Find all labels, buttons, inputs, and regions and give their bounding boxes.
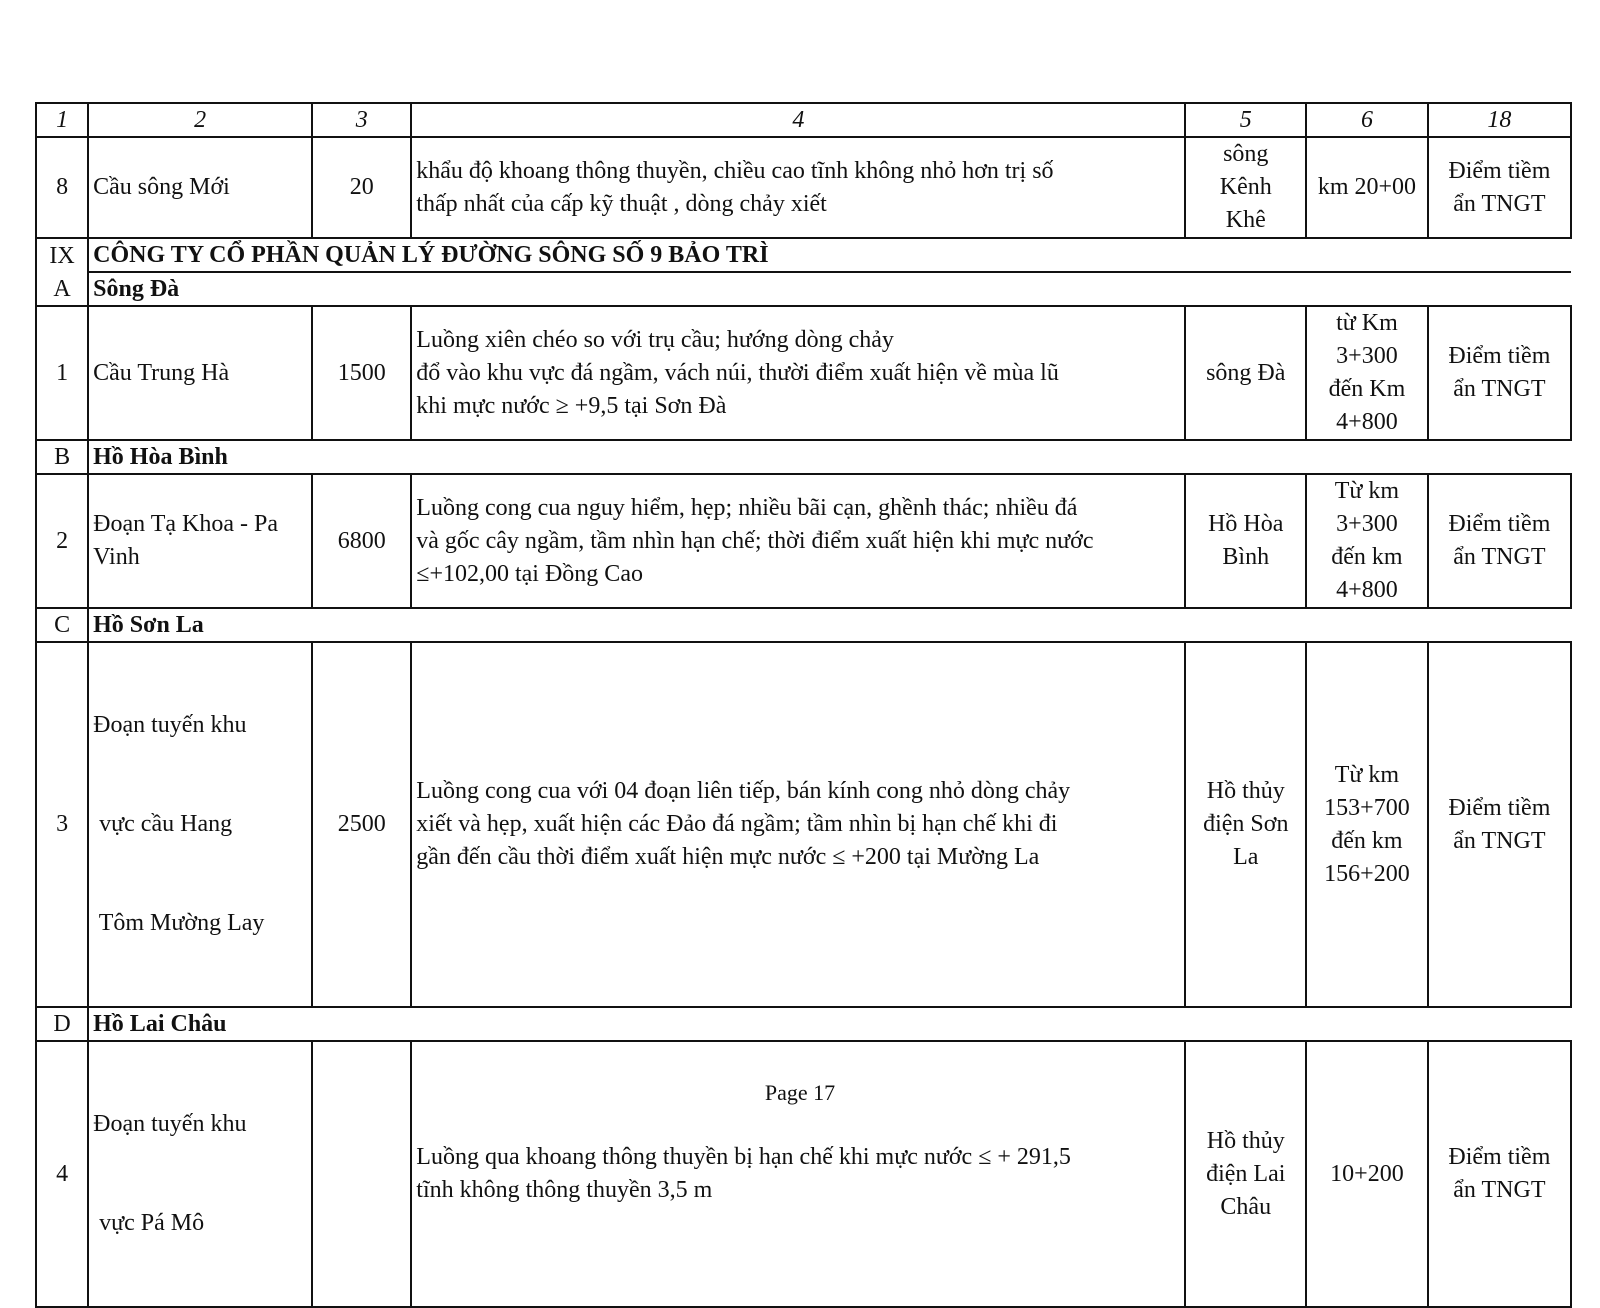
section-row [36,1007,1571,1041]
hazard-type-line: ẩn TNGT [1453,190,1546,217]
hazard-type-line: Điểm tiềm [1448,343,1551,369]
location-line: Vinh [93,544,140,570]
km-line: đến Km [1328,376,1406,402]
col-header: 6 [1306,103,1428,137]
section-title: Hồ Lai Châu [93,1011,227,1037]
km-line: đến km [1331,827,1403,854]
description [411,642,1185,1007]
col-header: 3 [312,103,411,137]
km-position [1306,306,1428,440]
hazard-type-line: ẩn TNGT [1453,827,1546,854]
km-line: 156+200 [1324,860,1410,887]
section-row [36,238,1571,272]
hazard-type-line: ẩn TNGT [1453,544,1546,570]
hazard-table [35,102,1572,1308]
table-row [36,137,1571,238]
section-number: IX [36,238,88,272]
hazard-type-line: Điểm tiềm [1448,1144,1551,1170]
hazard-type [1428,137,1571,238]
hazard-type [1428,642,1571,1007]
river-line: Hồ thủy [1206,1127,1285,1154]
river-name [1185,642,1306,1007]
river-line: sông [1223,141,1269,167]
river-name [1185,137,1306,238]
description-line: và gốc cây ngầm, tầm nhìn hạn chế; thời điểm xuất hiện khi mực nước [416,527,1094,554]
length-value: 1500 [312,306,411,440]
description-line: Luồng xiên chéo so với trụ cầu; hướng dòng chảy [416,326,894,353]
row-number: 3 [36,642,88,1007]
section-row [36,608,1571,642]
section-row [36,272,1571,306]
river-name: sông Đà [1185,306,1306,440]
km-line: đến km [1331,544,1403,570]
section-number: C [36,608,88,642]
km-line: 3+300 [1336,343,1398,369]
description [411,137,1185,238]
description-line: tĩnh không thông thuyền 3,5 m [416,1177,713,1203]
km-position: km 20+00 [1306,137,1428,238]
river-line: Hồ thủy [1206,778,1285,804]
table-row [36,306,1571,440]
km-line: Từ km [1334,478,1400,504]
hazard-type-line: ẩn TNGT [1453,1177,1546,1203]
description-line: Luồng cong cua nguy hiểm, hẹp; nhiều bãi cạn, ghềnh thác; nhiều đá [416,494,1078,521]
section-title: CÔNG TY CỔ PHẦN QUẢN LÝ ĐƯỜNG SÔNG SỐ 9 BẢO TRÌ [88,238,1571,272]
section-title: Hồ Sơn La [93,612,204,638]
river-line: Kênh [1219,174,1272,200]
river-line: La [1233,844,1259,870]
location-line: Đoạn tuyến khu [93,1111,247,1137]
table-row [36,642,1571,1007]
location-line: Tôm Mường Lay [93,910,265,936]
km-line: từ Km [1336,310,1398,336]
column-number-row [36,103,1571,137]
section-title: Sông Đà [93,276,180,302]
section-number: A [36,272,88,306]
row-number: 4 [36,1041,88,1307]
section-number: D [36,1007,88,1041]
section-row [36,440,1571,474]
description-line: ≤+102,00 tại Đồng Cao [416,560,643,587]
description-line: thấp nhất của cấp kỹ thuật , dòng chảy xiết [416,190,827,217]
col-header: 18 [1428,103,1571,137]
river-line: Bình [1222,544,1270,570]
description-line: khẩu độ khoang thông thuyền, chiều cao tĩnh không nhỏ hơn trị số [416,157,1054,184]
description-line: gần đến cầu thời điểm xuất hiện mực nước ≤ +200 tại Mường La [416,844,1040,870]
page-number: Page 17 [764,1080,836,1105]
row-number: 2 [36,474,88,608]
hazard-type-line: Điểm tiềm [1448,511,1551,537]
location-line: Đoạn Tạ Khoa - Pa [93,511,278,537]
hazard-type-line: Điểm tiềm [1448,794,1551,821]
description-line: Luồng cong cua với 04 đoạn liên tiếp, bán kính cong nhỏ dòng chảy [416,778,1071,804]
km-line: 4+800 [1336,409,1398,435]
table-row [36,474,1571,608]
description [411,306,1185,440]
description [411,474,1185,608]
hazard-type-line: Điểm tiềm [1448,157,1551,184]
river-line: Châu [1220,1193,1272,1220]
hazard-type [1428,474,1571,608]
river-line: Hồ Hòa [1208,511,1284,537]
river-name [1185,474,1306,608]
hazard-type [1428,306,1571,440]
col-header: 2 [88,103,312,137]
location-name [88,474,312,608]
river-line: điện Sơn [1203,811,1289,837]
location-line: Đoạn tuyến khu [93,712,247,738]
location-line: vực cầu Hang [93,811,233,837]
km-position [1306,642,1428,1007]
length-value: 20 [312,137,411,238]
col-header: 5 [1185,103,1306,137]
km-line: 153+700 [1324,794,1410,821]
col-header: 1 [36,103,88,137]
description-line: xiết và hẹp, xuất hiện các Đảo đá ngầm; tầm nhìn bị hạn chế khi đi [416,811,1058,837]
location-name: Cầu sông Mới [88,137,312,238]
row-number: 8 [36,137,88,238]
km-line: 3+300 [1336,511,1398,537]
description-line: khi mực nước ≥ +9,5 tại Sơn Đà [416,392,727,419]
km-position [1306,474,1428,608]
length-value: 6800 [312,474,411,608]
section-number: B [36,440,88,474]
location-line: vực Pá Mô [93,1210,205,1236]
km-line: Từ km [1334,761,1400,788]
location-name: Cầu Trung Hà [88,306,312,440]
km-position: 10+200 [1306,1041,1428,1307]
river-line: điện Lai [1206,1160,1286,1187]
river-line: Khê [1225,207,1266,233]
length-value: 2500 [312,642,411,1007]
section-title: Hồ Hòa Bình [93,444,228,470]
col-header: 4 [411,103,1185,137]
row-number: 1 [36,306,88,440]
km-line: 4+800 [1336,577,1398,603]
description-line: đổ vào khu vực đá ngầm, vách núi, thười điểm xuất hiện về mùa lũ [416,359,1059,386]
hazard-type-line: ẩn TNGT [1453,376,1546,402]
description-line: Luồng qua khoang thông thuyền bị hạn chế khi mực nước ≤ + 291,5 [416,1144,1071,1170]
location-name [88,642,312,1007]
